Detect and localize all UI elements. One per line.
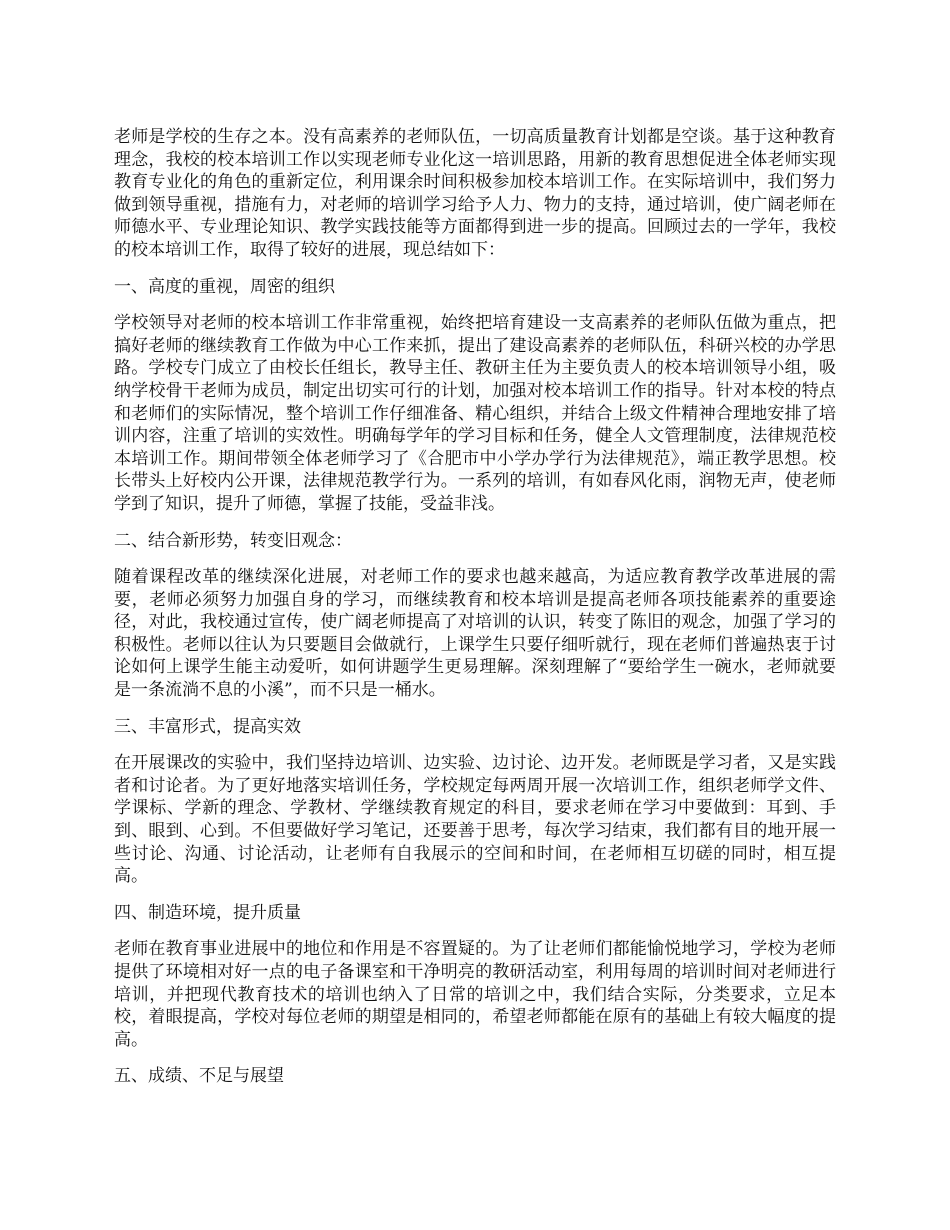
section-heading-2: 二、结合新形势，转变旧观念： [114, 530, 352, 551]
section-body-3: 在开展课改的实验中，我们坚持边培训、边实验、边讨论、边开发。老师既是学习者，又是实践者和讨论者。为了更好地落实培训任务，学校规定每两周开展一次培训工作，组织老师学文件、学课标、学新的理念、学教材、学继续教育规定的科目，要求老师在学习中要做到：耳到、手到、眼到、心到。不但要做好学习笔记，还要善于思考，每次学习结束，我们都有目的地开展一些讨论、沟通、讨论活动，让老师有自我展示的空间和时间，在老师相互切磋的同时，相互提高。 [114, 753, 836, 887]
intro-paragraph: 老师是学校的生存之本。没有高素养的老师队伍，一切高质量教育计划都是空谈。基于这种教育理念，我校的校本培训工作以实现老师专业化这一培训思路，用新的教育思想促进全体老师实现教育专业化的角色的重新定位，利用课余时间积极参加校本培训工作。在实际培训中，我们努力做到领导重视，措施有力，对老师的培训学习给予人力、物力的支持，通过培训，使广阔老师在师德水平、专业理论知识、教学实践技能等方面都得到进一步的提高。回顾过去的一学年，我校的校本培训工作，取得了较好的进展，现总结如下： [114, 127, 836, 260]
section-body-2: 随着课程改革的继续深化进展，对老师工作的要求也越来越高，为适应教育教学改革进展的需要，老师必须努力加强自身的学习，而继续教育和校本培训是提高老师各项技能素养的重要途径，对此，我校通过宣传，使广阔老师提高了对培训的认识，转变了陈旧的观念，加强了学习的积极性。老师以往认为只要题目会做就行，上课学生只要仔细听就行，现在老师们普遍热衷于讨论如何上课学生能主动爱听，如何讲题学生更易理解。深刻理解了“要给学生一碗水，老师就要是一条流淌不息的小溪”，而不只是一桶水。 [114, 567, 836, 701]
document-page [114, 126, 836, 1102]
section-body-4: 老师在教育事业进展中的地位和作用是不容置疑的。为了让老师们都能愉悦地学习，学校为老师提供了环境相对好一点的电子备课室和干净明亮的教研活动室，利用每周的培训时间对老师进行培训，并把现代教育技术的培训也纳入了日常的培训之中，我们结合实际，分类要求，立足本校，着眼提高，学校对每位老师的期望是相同的，希望老师都能在原有的基础上有较大幅度的提高。 [114, 939, 836, 1050]
section-body-1: 学校领导对老师的校本培训工作非常重视，始终把培育建设一支高素养的老师队伍做为重点，把搞好老师的继续教育工作做为中心工作来抓，提出了建设高素养的老师队伍，科研兴校的办学思路。学校专门成立了由校长任组长，教导主任、教研主任为主要负责人的校本培训领导小组，吸纳学校骨干老师为成员，制定出切实可行的计划，加强对校本培训工作的指导。针对本校的特点和老师们的实际情况，整个培训工作仔细准备、精心组织，并结合上级文件精神合理地安排了培训内容，注重了培训的实效性。明确每学年的学习目标和任务，健全人文管理制度，法律规范校本培训工作。期间带领全体老师学习了《合肥市中小学办学行为法律规范》，端正教学思想。校长带头上好校内公开课，法律规范教学行为。一系列的培训，有如春风化雨，润物无声，使老师学到了知识，提升了师德，掌握了技能，受益非浅。 [114, 313, 836, 514]
section-heading-5: 五、成绩、不足与展望 [114, 1066, 284, 1087]
section-heading-3: 三、丰富形式，提高实效 [114, 716, 301, 737]
section-heading-4: 四、制造环境，提升质量 [114, 902, 301, 923]
section-heading-1: 一、高度的重视，周密的组织 [114, 276, 335, 297]
